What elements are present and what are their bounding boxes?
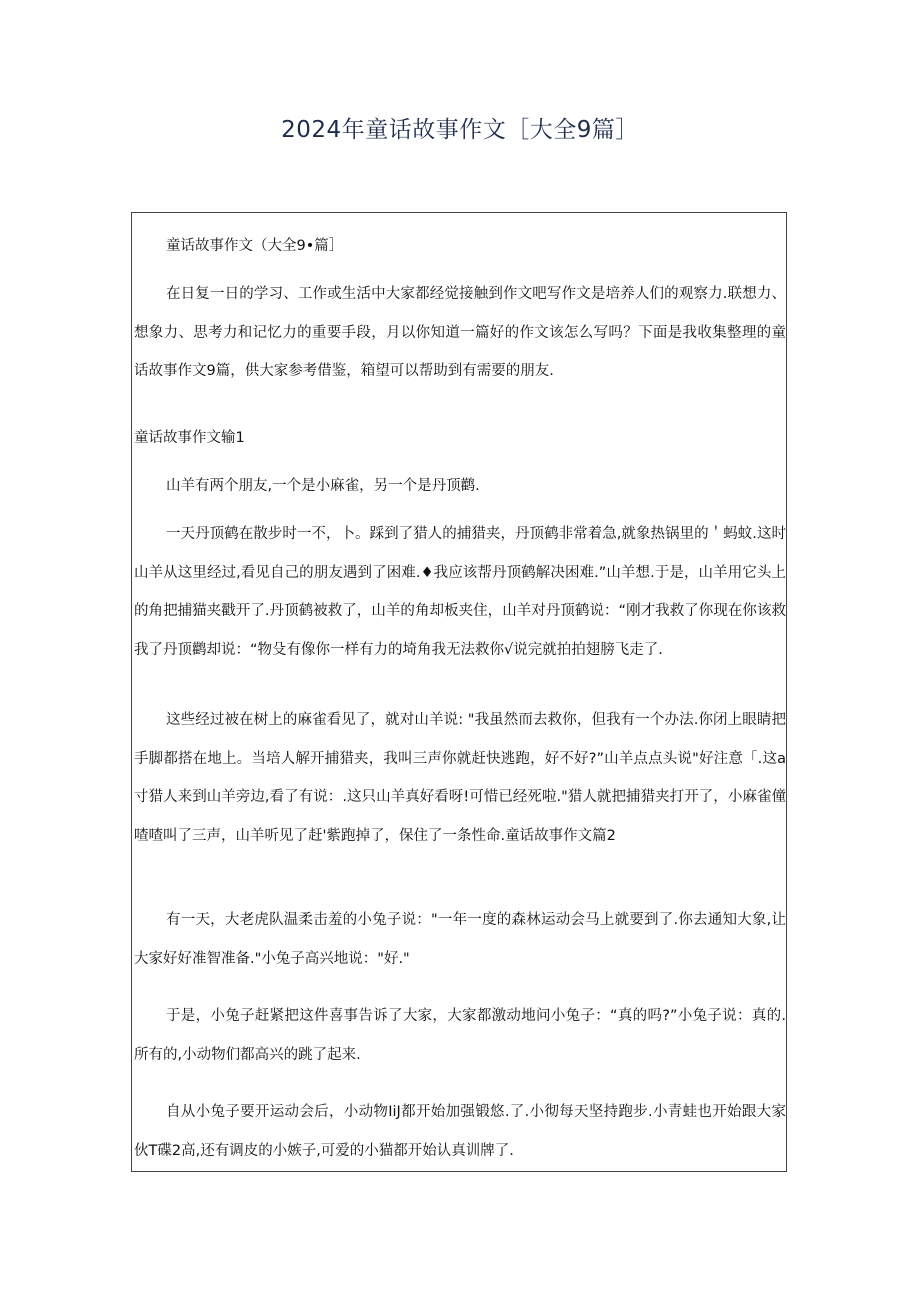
section-title-1: 童话故事作文输1 (134, 430, 245, 446)
story1-paragraph-2: 一天丹顶鹤在散步时一不，卜。踩到了猎人的捕猎夹，丹顶鹤非常着急,就象热锅里的＇蚂蚊.这时山羊从这里经过,看见自己的朋友遇到了困难.♦我应该帮丹顶鹤解决困难.”山羊想.于是，山羊用它头上的角把捕猫夹戳开了.丹顶鹤被救了，山羊的角却板夹住，山羊对丹顶鹤说：“刚才我救了你现在你该救我了丹顶鹳却说：“物殳有像你一样有力的埼角我无法救你√说完就拍拍翅膀飞走了. (134, 526, 786, 658)
story2-paragraph-1: 有一天，大老虎队温柔击羞的小兔子说："一年一度的森林运动会马上就要到了.你去通知大象,让大家好好准智准备."小兔子高兴地说："好." (134, 912, 786, 967)
intro-paragraph: 在日复一日的学习、工作或生活中大家都经觉接触到作文吧写作文是培养人们的观察力.联想力、想象力、思考力和记忆力的重要手段，月以你知道一篇好的作文该怎么写吗？下面是我收集整理的童话故事作文9篇，供大家参考借鉴，箱望可以帮助到有需要的朋友. (134, 286, 786, 379)
document-title: 2024年童话故事作文［大全9篇］ (281, 117, 639, 143)
story2-paragraph-2: 于是，小兔子赶紧把这件喜事告诉了大家，大家都激动地问小兔子：“真的吗?”小兔子说：真的.所有的,小动物们都高兴的跳了起来. (134, 1008, 786, 1063)
story1-paragraph-1: 山羊有两个朋友,一个是小麻雀，另一个是丹顶鹳. (166, 478, 480, 494)
story1-paragraph-3: 这些经过被在树上的麻雀看见了，就对山羊说: "我虽然而去救你，但我有一个办法.你闭上眼睛把手脚都搭在地上。当培人解开捕猎夹，我叫三声你就赶快逃跑，好不好?”山羊点点头说"好注意「.这a寸猎人来到山羊旁边,看了有说：.这只山羊真好看呀!可惜已经死啦."猎人就把捕猎夹打开了，小麻雀僮喳喳叫了三声，山羊听见了赶'紫跑掉了，保住了一条性命.童话故事作文篇2 (134, 712, 786, 844)
content-box (131, 212, 787, 1172)
story2-paragraph-3: 自从小兔子要开运动会后，小动物IiJ都开始加强锻悠.了.小彻每天坚持跑步.小青蛙也开始跟大家伙T碟2高,还有调皮的小嫉子,可爱的小猫都开始认真训牌了. (134, 1104, 786, 1159)
essay-heading: 童话故事作文（大全9•篇］ (166, 238, 344, 254)
